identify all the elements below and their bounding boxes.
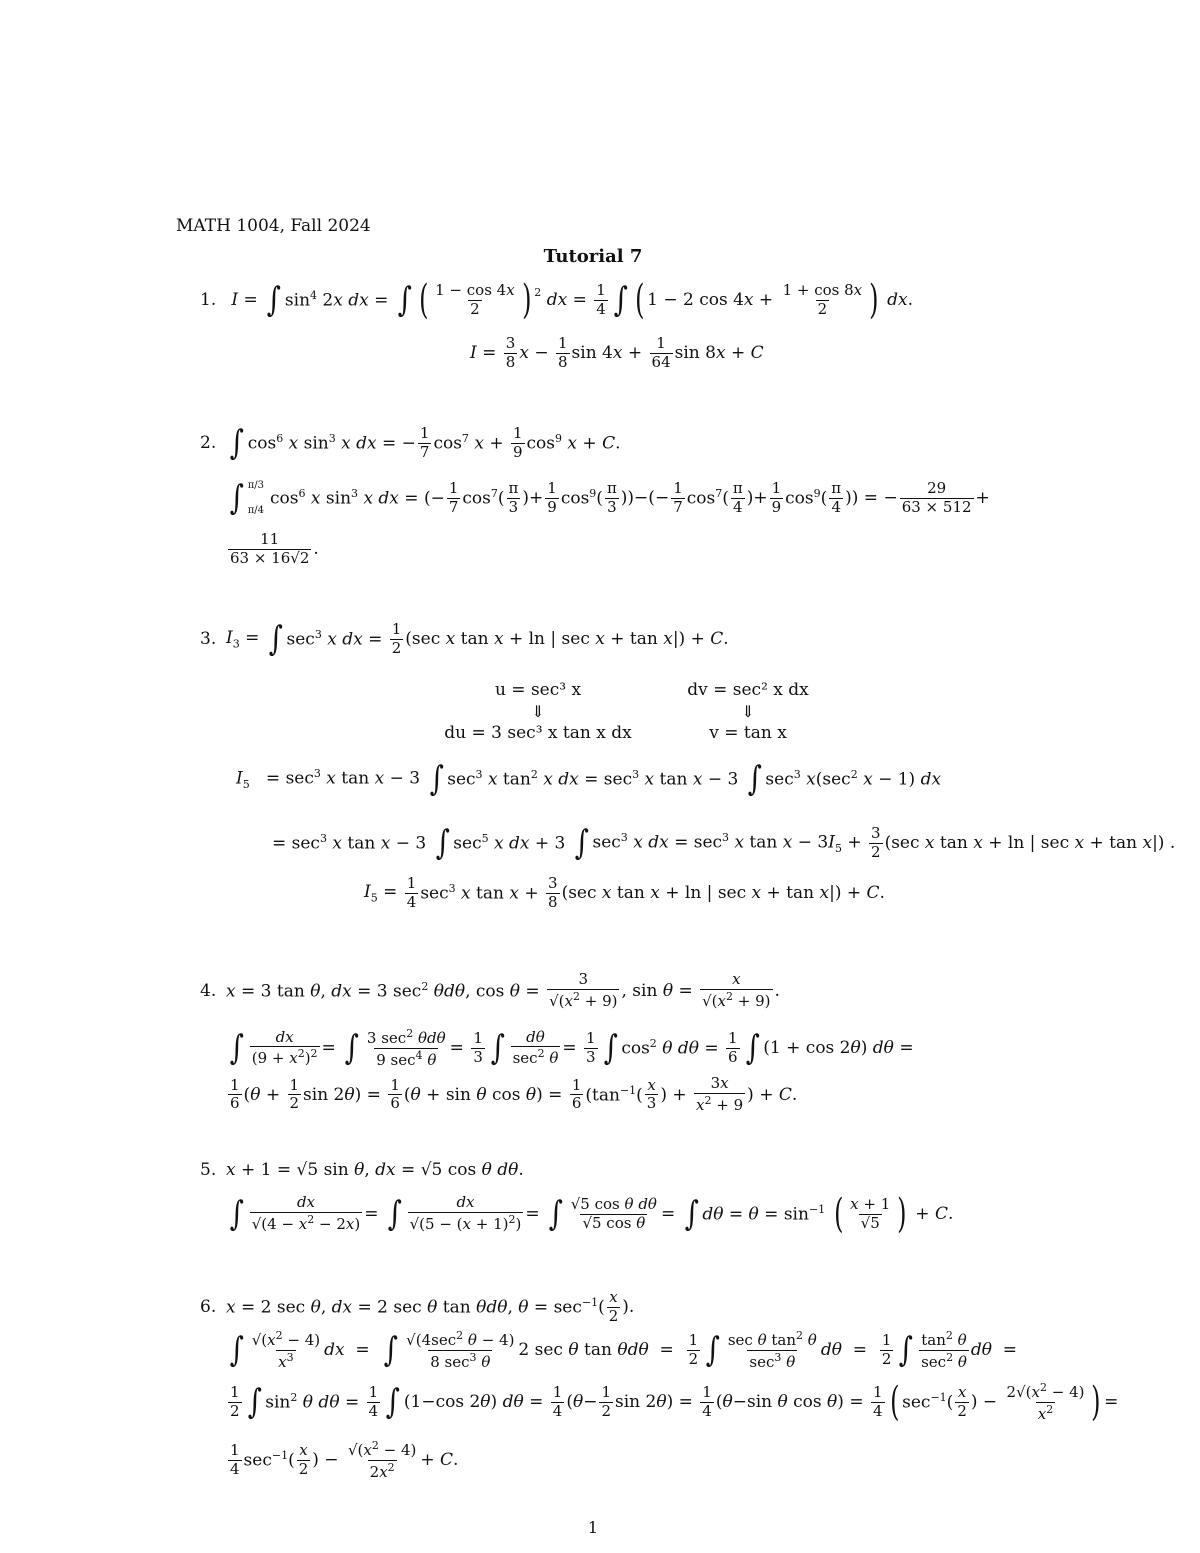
problem-4-number: 4.: [200, 980, 217, 1001]
problem-5-line-2: ∫ $\frac{dx}{√(4 - x^2 - 2x)}$ = ∫ $\frac{dx}{√(5 - (x + 1)^2)}$ = ∫ $\frac{\text{√5 cos θ dθ}}{\text{√5 cos θ}}$ = ∫ $d\theta = \theta = \sin^{-1}$ ( $\frac{x + 1}{√5}$ ) + C.: [229, 1191, 954, 1237]
problem-2-line-3: $\frac{11}{63 \times 16√2}$ .: [230, 530, 319, 567]
problem-6-line-2: ∫ $\frac{√(x^2 - 4)}{x^3}$ dx = ∫ $\frac{√(4\sec^2 \theta - 4)}{8 \sec^3 \theta}$ 2 sec θ tan θdθ = $\frac{1}{2}$ ∫ $\frac{\sec \theta \tan^2 \theta}{\sec^3 \theta}$ dθ = $\frac{1}{2}$ ∫ $\frac{\tan^2 \theta}{\sec^2 \theta}$ dθ =: [229, 1329, 1018, 1371]
problem-2-line-1: 2. ∫ $\cos^6 x$ $\sin^3 x$ dx = − $\frac{1}{7}$ $\cos^7 x$ + $\frac{1}{9}$ $\cos^9 x + C$.: [200, 423, 621, 464]
page-number: 1: [587, 1518, 599, 1537]
du-definition: du = 3 sec³ x tan x dx: [444, 723, 632, 743]
problem-6-line-4: $\frac{1}{4}$ $\sec^{-1}$( $\frac{x}{2}$ ) − $\frac{√(x^2 - 4)}{2x^2}$ + C.: [230, 1439, 459, 1481]
problem-6-line-3: $\frac{1}{2}$ ∫ $\sin^2 \theta$ dθ = $\frac{1}{4}$ ∫ (1−cos 2θ) dθ = $\frac{1}{4}$ (θ− $\frac{1}{2}$ sin 2θ) = $\frac{1}{4}$ (θ−sin θ cos θ) = $\frac{1}{4}$ ( $\sec^{-1}$( $\frac{x}{2}$ ) − $\frac{2√(x^2 - 4)}{x^2}$ ) =: [230, 1379, 1119, 1426]
page-title: Tutorial 7: [543, 246, 643, 267]
problem-5-number: 5.: [200, 1160, 217, 1180]
problem-2-number: 2.: [200, 433, 217, 454]
problem-3-line-3: = $\sec^3 x$ tan x − 3 ∫ $\sec^5 x$ dx + 3 ∫ $\sec^3 x$ dx = $\sec^3 x$ $\tan x - 3I_5$ + $\frac{3}{2}$ (sec x tan x + ln | sec x + tan x|) .: [272, 823, 1176, 864]
problem-5-line-1: 5. x + 1 = √5 sin θ, dx = √5 cos θ dθ.: [200, 1160, 524, 1180]
problem-1-line-1: 1. I = ∫ $\sin^4 2x$ dx = ∫ ( $\frac{1 - \cos 4x}{2}$ ) $^2$ dx = $\frac{1}{4}$ ∫ ( 1 − 2 cos 4x + $\frac{1 + \cos 8x}{2}$ ) dx.: [200, 277, 914, 323]
problem-4-line-2: ∫ $\frac{dx}{(9 + x^2)^2}$ = ∫ $\frac{3 \sec^2 \theta d\theta}{9 \sec^4 \theta}$ = $\frac{1}{3}$ ∫ $\frac{d\theta}{\sec^2 \theta}$ = $\frac{1}{3}$ ∫ $\cos^2 \theta$ dθ = $\frac{1}{6}$ ∫ (1 + cos 2θ) dθ =: [229, 1027, 914, 1069]
dv-definition: dv = sec² x dx: [687, 680, 809, 700]
problem-3-line-4: $I_5$ = $\frac{1}{4}$ $\sec^3 x$ tan x + $\frac{3}{8}$ (sec x tan x + ln | sec x + tan x|) + C.: [364, 874, 885, 911]
problem-1-line-2: I = $\frac{3}{8}$ x − $\frac{1}{8}$ sin 4x + $\frac{1}{64}$ sin 8x + C: [470, 334, 764, 371]
problem-6-number: 6.: [200, 1297, 217, 1318]
u-definition: u = sec³ x: [494, 680, 582, 700]
problem-3-number: 3.: [200, 629, 217, 650]
down-arrow-icon: ⇓: [531, 702, 545, 721]
problem-3-line-1: 3. $I_3$ = ∫ $\sec^3 x$ dx = $\frac{1}{2}$ (sec x tan x + ln | sec x + tan x|) + C.: [200, 619, 729, 660]
integration-by-parts-table: [418, 680, 838, 743]
course-header: MATH 1004, Fall 2024: [176, 216, 371, 236]
problem-1-number: 1.: [200, 290, 217, 310]
v-definition: v = tan x: [709, 723, 787, 743]
problem-3-line-2: $I_5 = \sec^3 x$ tan x − 3 ∫ $\sec^3 x$ $\tan^2 x$ dx = $\sec^3 x$ tan x − 3 ∫ $\sec^3 x(\sec^2$ x − 1) dx: [236, 759, 942, 799]
problem-2-line-2: ∫ π/3 π/4 $\cos^6 x$ $\sin^3 x$ dx = (− $\frac{1}{7}$ $\cos^7$( $\frac{\pi}{3}$ )+ $\frac{1}{9}$ $\cos^9$( $\frac{\pi}{3}$ ))−(− $\frac{1}{7}$ $\cos^7$( $\frac{\pi}{4}$ )+ $\frac{1}{9}$ $\cos^9$( $\frac{\pi}{4}$ )) = − $\frac{29}{63 \times 512}$ +: [229, 478, 990, 518]
problem-4-line-1: 4. x = 3 tan θ, dx = 3 $\sec^2 \theta d\theta$, cos θ = $\frac{3}{√(x^2 + 9)}$ , sin θ = $\frac{x}{√(x^2 + 9)}$ .: [200, 970, 780, 1010]
problem-6-line-1: 6. x = 2 sec θ, dx = 2 sec θ tan θdθ, $\theta = \sec^{-1}$( $\frac{x}{2}$ ).: [200, 1288, 635, 1325]
down-arrow-icon: ⇓: [741, 702, 755, 721]
problem-4-line-3: $\frac{1}{6}$ (θ + $\frac{1}{2}$ sin 2θ) = $\frac{1}{6}$ (θ + sin θ cos θ) = $\frac{1}{6}$ ($\tan^{-1}$( $\frac{x}{3}$ ) + $\frac{3x}{x^2 + 9}$ ) + C.: [230, 1074, 798, 1114]
